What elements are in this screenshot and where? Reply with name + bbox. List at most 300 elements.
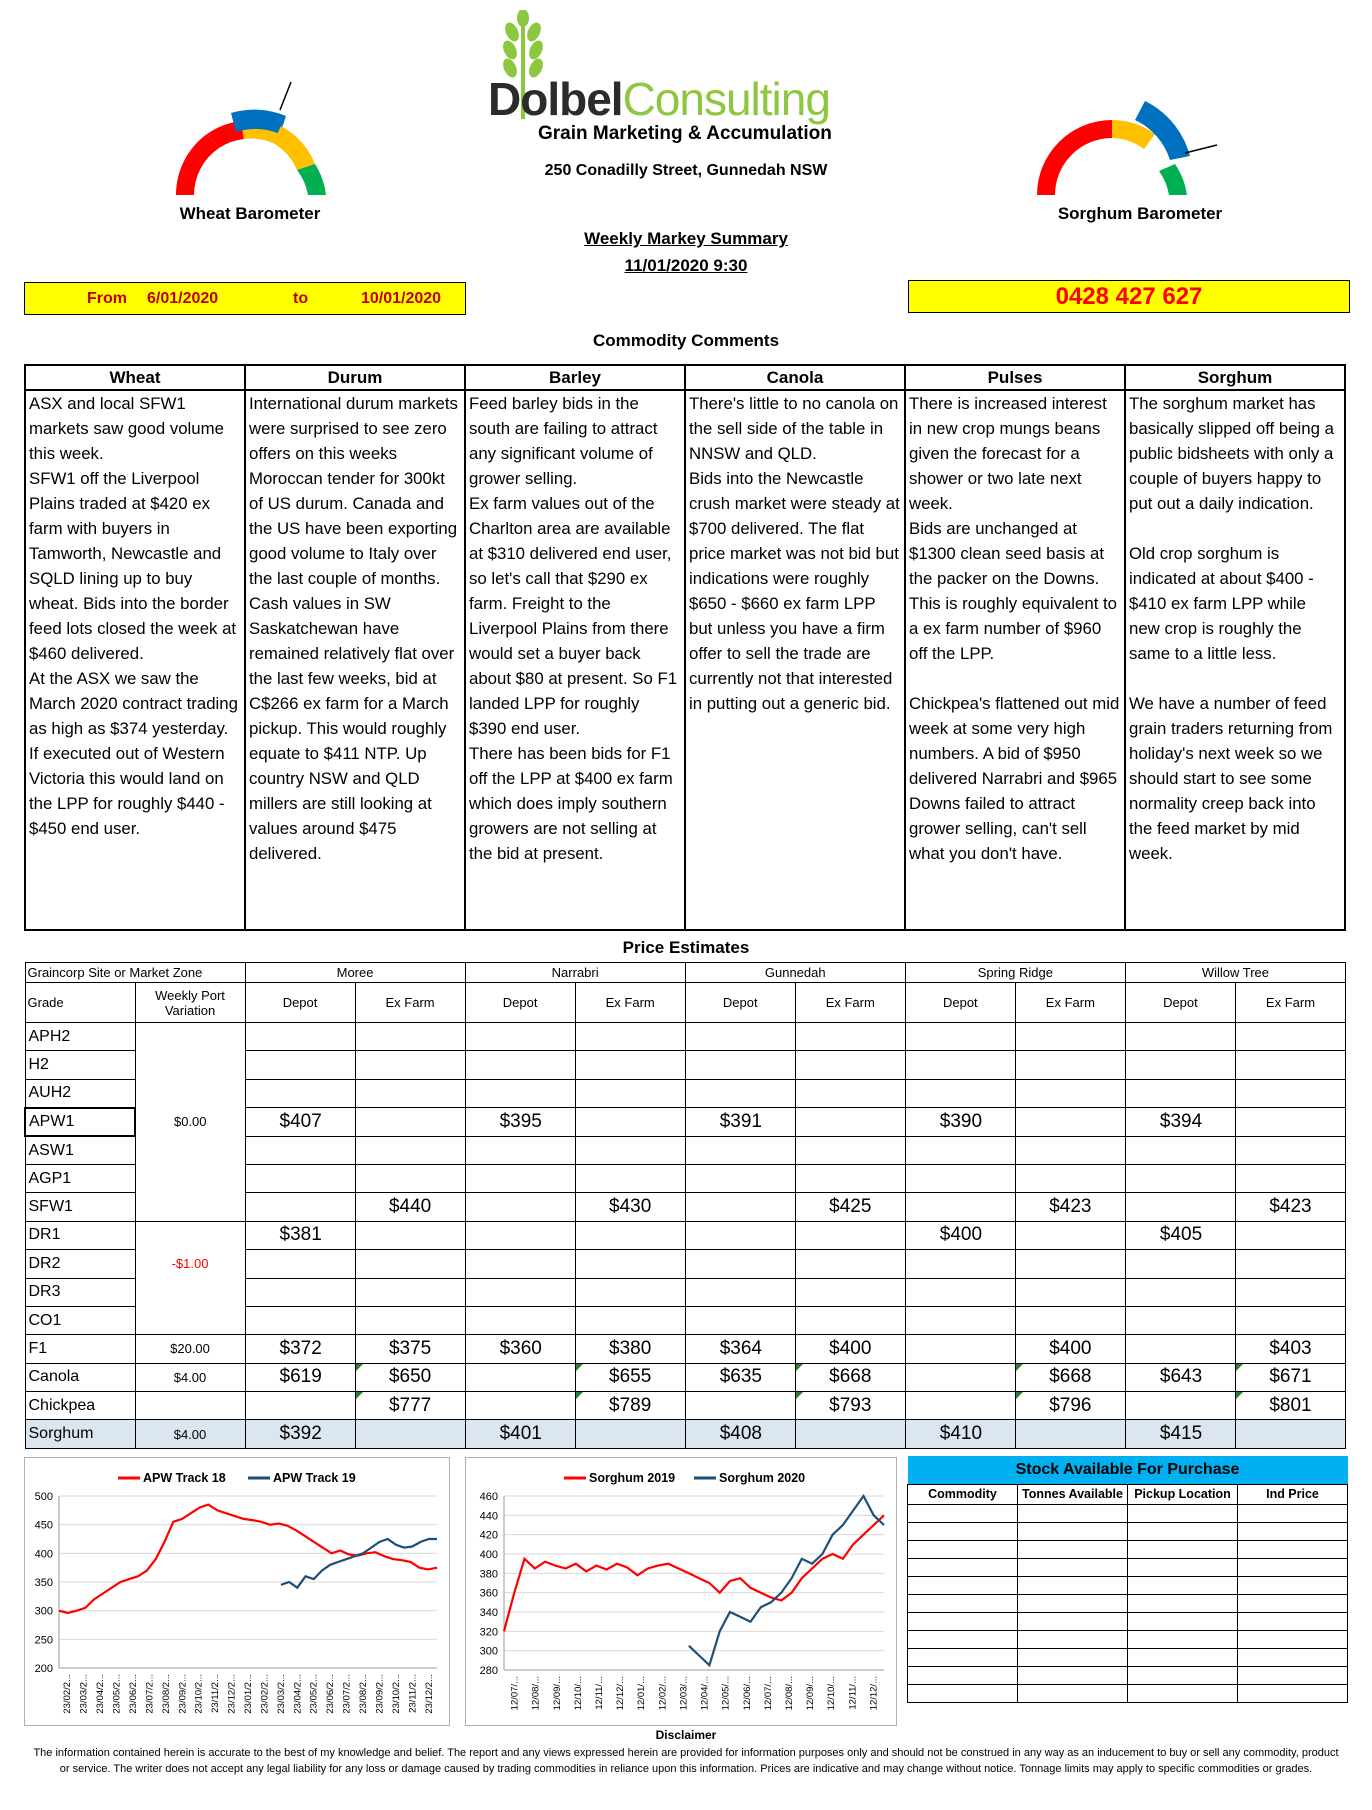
stock-cell bbox=[1128, 1594, 1238, 1612]
x-tick-label: 12/07/... bbox=[762, 1676, 774, 1711]
depot-price-cell: $394 bbox=[1125, 1108, 1235, 1136]
depot-price-cell bbox=[685, 1250, 795, 1278]
ex-farm-price-cell: $400 bbox=[795, 1335, 905, 1363]
ex-farm-price-cell bbox=[795, 1221, 905, 1249]
ex-farm-price-cell bbox=[795, 1164, 905, 1192]
grade-cell: CO1 bbox=[25, 1306, 135, 1334]
depot-price-cell bbox=[245, 1023, 355, 1051]
stock-cell bbox=[1238, 1522, 1348, 1540]
ex-farm-header: Ex Farm bbox=[1015, 983, 1125, 1023]
depot-price-cell bbox=[685, 1023, 795, 1051]
depot-price-cell bbox=[685, 1136, 795, 1164]
y-tick-label: 400 bbox=[34, 1548, 53, 1561]
stock-cell bbox=[1018, 1666, 1128, 1684]
grade-cell: DR2 bbox=[25, 1250, 135, 1278]
y-tick-label: 350 bbox=[34, 1577, 53, 1589]
grade-header: Grade bbox=[25, 983, 135, 1023]
depot-price-cell bbox=[465, 1079, 575, 1107]
stock-cell bbox=[1238, 1630, 1348, 1648]
legend-label: APW Track 18 bbox=[143, 1471, 226, 1485]
ex-farm-price-cell bbox=[1015, 1221, 1125, 1249]
comment-pulses: There is increased interest in new crop mungs beans given the forecast for a shower or two late next week. Bids are unchanged at $1300 clean seed basis at the packer on the Downs. This is roughly equivalent to a ex farm number of $960 off the LPP. Chickpea's flattened out mid week at some very high numbers. A bid of $950 delivered Narrabri and $965 Downs failed to attract grower selling, can't sell what you don't have. bbox=[905, 390, 1125, 930]
depot-price-cell bbox=[685, 1278, 795, 1306]
x-tick-label: 23/03/2... bbox=[275, 1674, 287, 1714]
x-tick-label: 12/12/... bbox=[868, 1676, 880, 1711]
x-tick-label: 12/02/... bbox=[657, 1676, 669, 1711]
depot-price-cell bbox=[465, 1250, 575, 1278]
ex-farm-price-cell bbox=[795, 1079, 905, 1107]
ex-farm-price-cell: $403 bbox=[1235, 1335, 1345, 1363]
x-tick-label: 23/06/2... bbox=[127, 1674, 139, 1714]
stock-cell bbox=[908, 1594, 1018, 1612]
stock-cell bbox=[1018, 1558, 1128, 1576]
ex-farm-price-cell bbox=[355, 1051, 465, 1079]
sorghum-gauge-icon bbox=[1030, 80, 1250, 200]
depot-price-cell bbox=[465, 1363, 575, 1391]
x-tick-label: 12/01/... bbox=[636, 1676, 648, 1711]
depot-price-cell bbox=[685, 1079, 795, 1107]
stock-cell bbox=[1018, 1576, 1128, 1594]
depot-price-cell bbox=[465, 1221, 575, 1249]
depot-price-cell bbox=[245, 1136, 355, 1164]
x-tick-label: 12/07/... bbox=[509, 1676, 521, 1711]
grade-cell: APH2 bbox=[25, 1023, 135, 1051]
stock-row bbox=[908, 1540, 1348, 1558]
logo-tagline: Grain Marketing & Accumulation bbox=[538, 123, 832, 144]
x-tick-label: 23/03/2... bbox=[78, 1674, 90, 1714]
ex-farm-price-cell bbox=[1015, 1164, 1125, 1192]
price-row bbox=[25, 1363, 1346, 1391]
price-row bbox=[25, 1079, 1346, 1107]
variation-cell bbox=[135, 1023, 245, 1051]
price-row bbox=[25, 1278, 1346, 1306]
comment-header-barley: Barley bbox=[465, 365, 685, 390]
comment-header-durum: Durum bbox=[245, 365, 465, 390]
stock-row bbox=[908, 1594, 1348, 1612]
stock-cell bbox=[1238, 1540, 1348, 1558]
depot-header: Depot bbox=[245, 983, 355, 1023]
ex-farm-price-cell bbox=[355, 1079, 465, 1107]
wheat-gauge-icon bbox=[156, 80, 346, 200]
price-row bbox=[25, 1136, 1346, 1164]
report-title: Weekly Markey Summary bbox=[584, 229, 788, 248]
stock-cell bbox=[1128, 1666, 1238, 1684]
x-tick-label: 23/05/2... bbox=[308, 1674, 320, 1714]
ex-farm-price-cell bbox=[1015, 1278, 1125, 1306]
x-tick-label: 12/05/... bbox=[720, 1676, 732, 1711]
stock-cell bbox=[1018, 1630, 1128, 1648]
depot-price-cell bbox=[905, 1023, 1015, 1051]
stock-cell bbox=[908, 1648, 1018, 1666]
disclaimer-title: Disclaimer bbox=[655, 1728, 717, 1742]
x-tick-label: 23/04/2... bbox=[292, 1674, 304, 1714]
stock-cell bbox=[1018, 1540, 1128, 1558]
y-tick-label: 250 bbox=[34, 1634, 53, 1647]
variation-cell: $4.00 bbox=[135, 1363, 245, 1391]
variation-cell bbox=[135, 1051, 245, 1079]
commodity-comments-table bbox=[24, 364, 1346, 931]
x-tick-label: 12/03/... bbox=[678, 1676, 690, 1711]
ex-farm-price-cell bbox=[1235, 1136, 1345, 1164]
commodity-comments-title: Commodity Comments bbox=[592, 331, 780, 350]
depot-price-cell bbox=[245, 1392, 355, 1420]
ex-farm-price-cell: $671 bbox=[1235, 1363, 1345, 1391]
ex-farm-price-cell bbox=[1235, 1278, 1345, 1306]
price-row bbox=[25, 1250, 1346, 1278]
zone-header: Moree bbox=[245, 963, 465, 983]
y-tick-label: 500 bbox=[34, 1491, 53, 1503]
y-tick-label: 420 bbox=[479, 1529, 498, 1542]
ex-farm-price-cell bbox=[575, 1306, 685, 1334]
x-tick-label: 12/09/... bbox=[805, 1676, 817, 1711]
ex-farm-price-cell: $440 bbox=[355, 1193, 465, 1221]
x-tick-label: 12/06/... bbox=[741, 1676, 753, 1711]
price-row bbox=[25, 1108, 1346, 1136]
ex-farm-price-cell bbox=[575, 1420, 685, 1448]
depot-price-cell bbox=[465, 1051, 575, 1079]
depot-price-cell bbox=[1125, 1335, 1235, 1363]
ex-farm-price-cell bbox=[1015, 1420, 1125, 1448]
period-to-date: 10/01/2020 bbox=[361, 290, 442, 307]
depot-price-cell bbox=[905, 1136, 1015, 1164]
depot-price-cell bbox=[245, 1164, 355, 1192]
depot-price-cell bbox=[905, 1164, 1015, 1192]
ex-farm-price-cell: $801 bbox=[1235, 1392, 1345, 1420]
ex-farm-header: Ex Farm bbox=[795, 983, 905, 1023]
depot-price-cell bbox=[685, 1051, 795, 1079]
grade-cell: AUH2 bbox=[25, 1079, 135, 1107]
stock-cell bbox=[1018, 1504, 1128, 1522]
price-row bbox=[25, 1164, 1346, 1192]
stock-cell bbox=[1018, 1684, 1128, 1702]
ex-farm-price-cell bbox=[355, 1221, 465, 1249]
stock-row bbox=[908, 1684, 1348, 1702]
stock-cell bbox=[908, 1504, 1018, 1522]
y-tick-label: 460 bbox=[479, 1491, 498, 1503]
ex-farm-price-cell bbox=[355, 1420, 465, 1448]
y-tick-label: 450 bbox=[34, 1519, 53, 1532]
x-tick-label: 23/08/2... bbox=[160, 1674, 172, 1714]
ex-farm-price-cell bbox=[575, 1023, 685, 1051]
depot-price-cell bbox=[465, 1278, 575, 1306]
x-tick-label: 23/12/2... bbox=[423, 1674, 435, 1714]
ex-farm-price-cell: $375 bbox=[355, 1335, 465, 1363]
depot-price-cell bbox=[905, 1193, 1015, 1221]
y-tick-label: 400 bbox=[479, 1549, 498, 1561]
x-tick-label: 23/09/2... bbox=[177, 1674, 189, 1714]
ex-farm-header: Ex Farm bbox=[1235, 983, 1345, 1023]
x-tick-label: 23/02/2... bbox=[259, 1674, 271, 1714]
ex-farm-price-cell bbox=[795, 1306, 905, 1334]
depot-price-cell bbox=[245, 1051, 355, 1079]
grade-cell: ASW1 bbox=[25, 1136, 135, 1164]
depot-price-cell: $391 bbox=[685, 1108, 795, 1136]
ex-farm-price-cell bbox=[355, 1250, 465, 1278]
depot-price-cell bbox=[245, 1306, 355, 1334]
series-line bbox=[689, 1496, 884, 1665]
price-row bbox=[25, 1420, 1346, 1448]
stock-cell bbox=[908, 1576, 1018, 1594]
ex-farm-price-cell bbox=[1015, 1051, 1125, 1079]
grade-cell: H2 bbox=[25, 1051, 135, 1079]
comment-header-canola: Canola bbox=[685, 365, 905, 390]
y-tick-label: 360 bbox=[479, 1587, 498, 1600]
ex-farm-price-cell bbox=[795, 1420, 905, 1448]
ex-farm-price-cell bbox=[1235, 1420, 1345, 1448]
ex-farm-price-cell bbox=[1015, 1023, 1125, 1051]
y-tick-label: 320 bbox=[479, 1626, 498, 1639]
ex-farm-price-cell: $789 bbox=[575, 1392, 685, 1420]
ex-farm-price-cell bbox=[355, 1278, 465, 1306]
stock-cell bbox=[1238, 1504, 1348, 1522]
zone-header: Narrabri bbox=[465, 963, 685, 983]
phone-bar bbox=[908, 280, 1350, 313]
stock-cell bbox=[1128, 1648, 1238, 1666]
depot-price-cell bbox=[905, 1079, 1015, 1107]
stock-cell bbox=[1238, 1648, 1348, 1666]
ex-farm-price-cell: $423 bbox=[1235, 1193, 1345, 1221]
stock-cell bbox=[908, 1558, 1018, 1576]
stock-title: Stock Available For Purchase bbox=[908, 1456, 1348, 1484]
stock-cell bbox=[908, 1684, 1018, 1702]
ex-farm-price-cell bbox=[1235, 1051, 1345, 1079]
x-tick-label: 23/07/2... bbox=[341, 1674, 353, 1714]
depot-price-cell bbox=[1125, 1164, 1235, 1192]
comment-wheat: ASX and local SFW1 markets saw good volume this week. SFW1 off the Liverpool Plains traded at $420 ex farm with buyers in Tamworth, Newcastle and SQLD lining up to buy wheat. Bids into the border feed lots closed the week at $460 delivered. At the ASX we saw the March 2020 contract trading as high as $374 yesterday. If executed out of Western Victoria this would land on the LPP for roughly $440 - $450 end user. bbox=[25, 390, 245, 930]
x-tick-label: 12/11/... bbox=[594, 1676, 605, 1710]
stock-cell bbox=[1128, 1558, 1238, 1576]
x-tick-label: 12/04/... bbox=[699, 1676, 711, 1711]
depot-price-cell bbox=[465, 1136, 575, 1164]
depot-price-cell bbox=[1125, 1023, 1235, 1051]
zone-header: Gunnedah bbox=[685, 963, 905, 983]
ex-farm-price-cell bbox=[1015, 1306, 1125, 1334]
ex-farm-price-cell bbox=[795, 1023, 905, 1051]
address: 250 Conadilly Street, Gunnedah NSW bbox=[544, 162, 828, 179]
y-tick-label: 380 bbox=[479, 1568, 498, 1581]
stock-cell bbox=[908, 1666, 1018, 1684]
depot-price-cell: $415 bbox=[1125, 1420, 1235, 1448]
stock-cell bbox=[1128, 1684, 1238, 1702]
stock-cell bbox=[1018, 1522, 1128, 1540]
comment-barley: Feed barley bids in the south are failing to attract any significant volume of grower selling. Ex farm values out of the Charlton area are available at $310 delivered end user, so let's call that $290 ex farm. Freight to the Liverpool Plains from there would set a buyer back about $80 at present. So F1 landed LPP for roughly $390 end user. There has been bids for F1 off the LPP at $400 ex farm which does imply southern growers are not selling at the bid at present. bbox=[465, 390, 685, 930]
phone-number[interactable]: 0428 427 627 bbox=[1055, 283, 1203, 310]
ex-farm-price-cell: $668 bbox=[1015, 1363, 1125, 1391]
ex-farm-price-cell bbox=[795, 1278, 905, 1306]
x-tick-label: 23/09/2... bbox=[374, 1674, 386, 1714]
x-tick-label: 23/06/2... bbox=[325, 1674, 337, 1714]
sorghum-barometer bbox=[1030, 80, 1330, 230]
depot-price-cell bbox=[465, 1164, 575, 1192]
x-tick-label: 23/10/2... bbox=[193, 1674, 205, 1714]
depot-price-cell bbox=[1125, 1392, 1235, 1420]
grade-cell: SFW1 bbox=[25, 1193, 135, 1221]
ex-farm-price-cell bbox=[1235, 1221, 1345, 1249]
ex-farm-price-cell bbox=[575, 1221, 685, 1249]
depot-price-cell: $372 bbox=[245, 1335, 355, 1363]
price-row bbox=[25, 1306, 1346, 1334]
variation-header: Weekly Port Variation bbox=[135, 983, 245, 1023]
grade-cell: Canola bbox=[25, 1363, 135, 1391]
ex-farm-price-cell bbox=[1235, 1023, 1345, 1051]
stock-cell bbox=[908, 1540, 1018, 1558]
depot-price-cell bbox=[685, 1164, 795, 1192]
depot-price-cell: $395 bbox=[465, 1108, 575, 1136]
variation-cell: $4.00 bbox=[135, 1420, 245, 1448]
x-tick-label: 23/11/2... bbox=[407, 1674, 419, 1713]
ex-farm-price-cell bbox=[1015, 1136, 1125, 1164]
ex-farm-price-cell bbox=[795, 1136, 905, 1164]
grade-cell: APW1 bbox=[25, 1108, 135, 1136]
depot-price-cell: $400 bbox=[905, 1221, 1015, 1249]
report-datetime: 11/01/2020 9:30 bbox=[624, 256, 748, 275]
y-tick-label: 340 bbox=[479, 1607, 498, 1619]
brand-name-green: Consulting bbox=[622, 73, 830, 125]
depot-price-cell bbox=[465, 1392, 575, 1420]
depot-price-cell: $635 bbox=[685, 1363, 795, 1391]
x-tick-label: 12/12/... bbox=[615, 1676, 627, 1711]
ex-farm-price-cell bbox=[795, 1051, 905, 1079]
ex-farm-price-cell bbox=[1015, 1079, 1125, 1107]
depot-price-cell bbox=[905, 1051, 1015, 1079]
comment-durum: International durum markets were surprised to see zero offers on this weeks Moroccan tender for 300kt of US durum. Canada and the US have been exporting good volume to Italy over the last couple of months. Cash values in SW Saskatchewan have remained relatively flat over the last few weeks, bid at C$266 ex farm for a March pickup. This would roughly equate to $411 NTP. Up country NSW and QLD millers are still looking at values around $475 delivered. bbox=[245, 390, 465, 930]
y-tick-label: 280 bbox=[479, 1665, 498, 1677]
depot-price-cell bbox=[905, 1335, 1015, 1363]
depot-price-cell bbox=[1125, 1250, 1235, 1278]
depot-price-cell: $360 bbox=[465, 1335, 575, 1363]
ex-farm-price-cell bbox=[575, 1108, 685, 1136]
zone-header: Willow Tree bbox=[1125, 963, 1345, 983]
grade-cell: Chickpea bbox=[25, 1392, 135, 1420]
series-line bbox=[59, 1505, 437, 1613]
ex-farm-price-cell bbox=[795, 1250, 905, 1278]
depot-price-cell bbox=[465, 1023, 575, 1051]
ex-farm-price-cell: $777 bbox=[355, 1392, 465, 1420]
x-tick-label: 12/08/... bbox=[784, 1676, 795, 1711]
ex-farm-price-cell bbox=[1235, 1250, 1345, 1278]
depot-price-cell bbox=[245, 1079, 355, 1107]
ex-farm-price-cell: $796 bbox=[1015, 1392, 1125, 1420]
disclaimer-text: The information contained herein is accurate to the best of my knowledge and belief. The report and any views expressed herein are provided for information purposes only and should not be construed in any way as an inducement to buy or sell any commodity, product or service. The writer does not accept any legal liability for any loss or damage caused by trading commodities in reliance upon this information. Prices are indicative and may change without notice. Tonnage limits may apply to specific commodities or grades. bbox=[33, 1747, 1339, 1775]
legend-label: APW Track 19 bbox=[273, 1471, 356, 1485]
stock-cell bbox=[1238, 1594, 1348, 1612]
ex-farm-header: Ex Farm bbox=[355, 983, 465, 1023]
stock-cell bbox=[1128, 1522, 1238, 1540]
ex-farm-price-cell bbox=[355, 1164, 465, 1192]
y-tick-label: 300 bbox=[34, 1605, 53, 1618]
depot-price-cell: $364 bbox=[685, 1335, 795, 1363]
grade-cell: Sorghum bbox=[25, 1420, 135, 1448]
depot-price-cell: $401 bbox=[465, 1420, 575, 1448]
stock-cell bbox=[1238, 1576, 1348, 1594]
ex-farm-price-cell bbox=[1235, 1108, 1345, 1136]
stock-cell bbox=[1018, 1612, 1128, 1630]
stock-cell bbox=[1018, 1648, 1128, 1666]
sorghum-chart-svg bbox=[466, 1458, 898, 1727]
y-tick-label: 200 bbox=[34, 1663, 53, 1675]
comment-header-pulses: Pulses bbox=[905, 365, 1125, 390]
grade-cell: F1 bbox=[25, 1335, 135, 1363]
ex-farm-price-cell bbox=[1235, 1164, 1345, 1192]
grade-cell: DR3 bbox=[25, 1278, 135, 1306]
period-bar bbox=[24, 282, 466, 315]
grade-cell: AGP1 bbox=[25, 1164, 135, 1192]
price-estimates-table bbox=[24, 962, 1346, 1449]
variation-cell bbox=[135, 1392, 245, 1420]
variation-cell bbox=[135, 1221, 245, 1249]
depot-price-cell bbox=[1125, 1136, 1235, 1164]
depot-price-cell bbox=[685, 1221, 795, 1249]
stock-row bbox=[908, 1612, 1348, 1630]
price-row bbox=[25, 1221, 1346, 1249]
sorghum-chart bbox=[465, 1457, 897, 1726]
stock-header-commodity: Commodity bbox=[908, 1484, 1018, 1504]
price-row bbox=[25, 1335, 1346, 1363]
stock-row bbox=[908, 1576, 1348, 1594]
ex-farm-price-cell bbox=[575, 1079, 685, 1107]
x-tick-label: 23/10/2... bbox=[390, 1674, 402, 1714]
depot-price-cell bbox=[1125, 1306, 1235, 1334]
y-tick-label: 300 bbox=[479, 1645, 498, 1658]
stock-cell bbox=[1238, 1684, 1348, 1702]
depot-header: Depot bbox=[465, 983, 575, 1023]
sorghum-barometer-label: Sorghum Barometer bbox=[1057, 204, 1223, 223]
zone-header: Spring Ridge bbox=[905, 963, 1125, 983]
stock-header-price: Ind Price bbox=[1238, 1484, 1348, 1504]
variation-cell: $20.00 bbox=[135, 1335, 245, 1363]
variation-cell bbox=[135, 1136, 245, 1164]
price-estimates-title: Price Estimates bbox=[622, 938, 750, 957]
depot-price-cell bbox=[905, 1363, 1015, 1391]
depot-price-cell bbox=[1125, 1051, 1235, 1079]
apw-track-chart-svg bbox=[25, 1458, 451, 1727]
stock-cell bbox=[1128, 1630, 1238, 1648]
depot-price-cell bbox=[685, 1193, 795, 1221]
ex-farm-price-cell: $380 bbox=[575, 1335, 685, 1363]
x-tick-label: 12/09/... bbox=[551, 1676, 563, 1711]
x-tick-label: 12/10/... bbox=[572, 1676, 584, 1711]
ex-farm-price-cell bbox=[575, 1250, 685, 1278]
price-row bbox=[25, 1051, 1346, 1079]
variation-cell bbox=[135, 1164, 245, 1192]
ex-farm-price-cell bbox=[1235, 1079, 1345, 1107]
ex-farm-price-cell bbox=[355, 1108, 465, 1136]
ex-farm-price-cell bbox=[1235, 1306, 1345, 1334]
depot-price-cell: $405 bbox=[1125, 1221, 1235, 1249]
depot-price-cell: $381 bbox=[245, 1221, 355, 1249]
stock-cell bbox=[1128, 1504, 1238, 1522]
comment-header-wheat: Wheat bbox=[25, 365, 245, 390]
depot-price-cell: $392 bbox=[245, 1420, 355, 1448]
depot-price-cell: $619 bbox=[245, 1363, 355, 1391]
ex-farm-price-cell bbox=[575, 1136, 685, 1164]
x-tick-label: 23/11/2... bbox=[210, 1674, 222, 1713]
ex-farm-price-cell bbox=[575, 1051, 685, 1079]
period-from-date: 6/01/2020 bbox=[147, 290, 219, 307]
comment-canola: There's little to no canola on the sell side of the table in NNSW and QLD. Bids into the Newcastle crush market were steady at $700 delivered. The flat price market was not bid but indications were roughly $650 - $660 ex farm LPP but unless you have a firm offer to sell the trade are currently not that interested in putting out a generic bid. bbox=[685, 390, 905, 930]
ex-farm-price-cell: $423 bbox=[1015, 1193, 1125, 1221]
stock-cell bbox=[908, 1522, 1018, 1540]
x-tick-label: 23/04/2... bbox=[95, 1674, 107, 1714]
ex-farm-price-cell: $425 bbox=[795, 1193, 905, 1221]
stock-cell bbox=[1238, 1612, 1348, 1630]
price-row bbox=[25, 1193, 1346, 1221]
ex-farm-header: Ex Farm bbox=[575, 983, 685, 1023]
logo bbox=[488, 10, 888, 150]
stock-cell bbox=[1128, 1612, 1238, 1630]
depot-price-cell: $408 bbox=[685, 1420, 795, 1448]
stock-row bbox=[908, 1630, 1348, 1648]
